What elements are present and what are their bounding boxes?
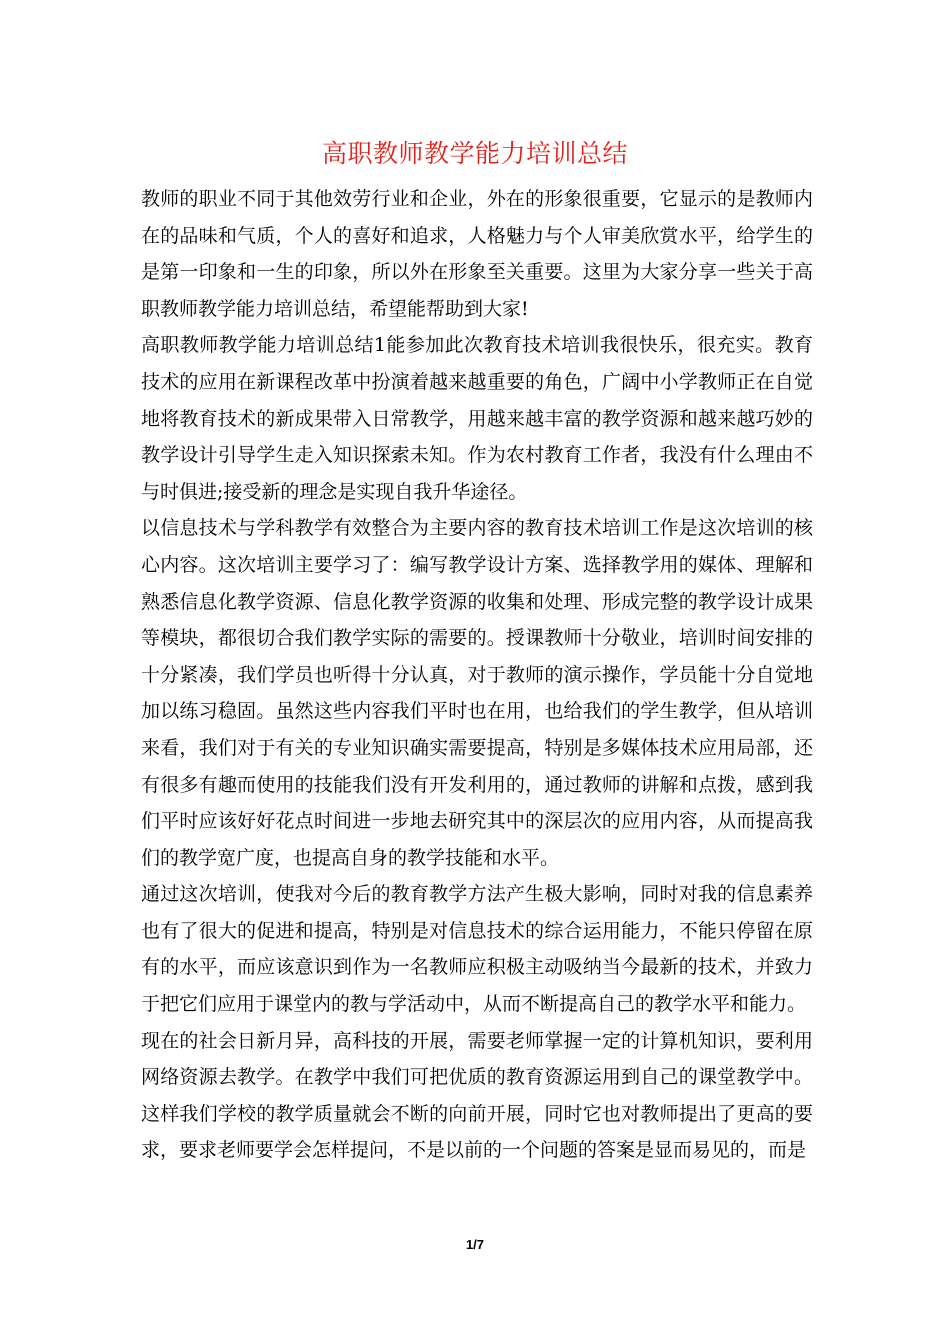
paragraph: 以信息技术与学科教学有效整合为主要内容的教育技术培训工作是这次培训的核心内容。这次培训主要学习了：编写教学设计方案、选择教学用的媒体、理解和熟悉信息化教学资源、信息化教学资源的收集和处理、形成完整的教学设计成果等模块，都很切合我们教学实际的需要的。授课教师十分敬业，培训时间安排的十分紧凑，我们学员也听得十分认真，对于教师的演示操作，学员能十分自觉地加以练习稳固。虽然这些内容我们平时也在用，也给我们的学生教学，但从培训来看，我们对于有关的专业知识确实需要提高，特别是多媒体技术应用局部，还有很多有趣而使用的技能我们没有开发利用的，通过教师的讲解和点拨，感到我们平时应该好好花点时间进一步地去研究其中的深层次的应用内容，从而提高我们的教学宽广度，也提高自身的教学技能和水平。	[141, 517, 813, 869]
page-number: 1/7	[465, 1237, 485, 1252]
document-body	[141, 181, 813, 1169]
document-title: 高职教师教学能力培训总结	[321, 139, 628, 168]
paragraph: 通过这次培训，使我对今后的教育教学方法产生极大影响，同时对我的信息素养也有了很大的促进和提高，特别是对信息技术的综合运用能力，不能只停留在原有的水平，而应该意识到作为一名教师应积极主动吸纳当今最新的技术，并致力于把它们应用于课堂内的教与学活动中，从而不断提高自己的教学水平和能力。	[141, 883, 813, 1016]
paragraph: 教师的职业不同于其他效劳行业和企业，外在的形象很重要，它显示的是教师内在的品味和气质，个人的喜好和追求，人格魅力与个人审美欣赏水平，给学生的是第一印象和一生的印象，所以外在形象至关重要。这里为大家分享一些关于高职教师教学能力培训总结，希望能帮助到大家!	[141, 188, 813, 320]
paragraph: 高职教师教学能力培训总结1能参加此次教育技术培训我很快乐，很充实。教育技术的应用在新课程改革中扮演着越来越重要的角色，广阔中小学教师正在自觉地将教育技术的新成果带入日常教学，用越来越丰富的教学资源和越来越巧妙的教学设计引导学生走入知识探索未知。作为农村教育工作者，我没有什么理由不与时俱进;接受新的理念是实现自我升华途径。	[141, 334, 813, 503]
paragraph: 现在的社会日新月异，高科技的开展，需要老师掌握一定的计算机知识，要利用网络资源去教学。在教学中我们可把优质的教育资源运用到自己的课堂教学中。这样我们学校的教学质量就会不断的向前开展，同时它也对教师提出了更高的要求，要求老师要学会怎样提问，不是以前的一个问题的答案是显而易见的，而是	[141, 1029, 813, 1162]
